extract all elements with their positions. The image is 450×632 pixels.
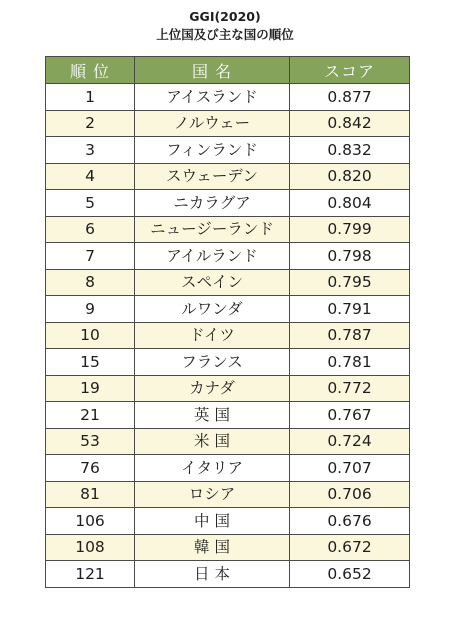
rank-cell: 9 xyxy=(46,296,135,323)
table-header xyxy=(46,57,410,84)
country-cell: スウェーデン xyxy=(135,163,290,190)
table-row xyxy=(46,84,410,111)
score-cell: 0.781 xyxy=(290,349,410,376)
rank-cell: 15 xyxy=(46,349,135,376)
rank-cell: 106 xyxy=(46,508,135,535)
country-cell: スペイン xyxy=(135,269,290,296)
score-cell: 0.804 xyxy=(290,190,410,217)
score-cell: 0.724 xyxy=(290,428,410,455)
score-cell: 0.799 xyxy=(290,216,410,243)
column-header-country: 国 名 xyxy=(135,57,290,84)
table-row xyxy=(46,534,410,561)
table-row xyxy=(46,190,410,217)
score-cell: 0.707 xyxy=(290,455,410,482)
country-cell: フランス xyxy=(135,349,290,376)
rank-cell: 21 xyxy=(46,402,135,429)
score-cell: 0.820 xyxy=(290,163,410,190)
table-row xyxy=(46,508,410,535)
rank-cell: 108 xyxy=(46,534,135,561)
score-cell: 0.791 xyxy=(290,296,410,323)
country-cell: ニカラグア xyxy=(135,190,290,217)
rank-cell: 10 xyxy=(46,322,135,349)
rank-cell: 4 xyxy=(46,163,135,190)
table-row xyxy=(46,428,410,455)
country-cell: カナダ xyxy=(135,375,290,402)
score-cell: 0.676 xyxy=(290,508,410,535)
country-cell: ノルウェー xyxy=(135,110,290,137)
table-row xyxy=(46,269,410,296)
score-cell: 0.842 xyxy=(290,110,410,137)
rank-cell: 121 xyxy=(46,561,135,588)
country-cell: イタリア xyxy=(135,455,290,482)
table-row xyxy=(46,163,410,190)
score-cell: 0.795 xyxy=(290,269,410,296)
score-cell: 0.767 xyxy=(290,402,410,429)
table-row xyxy=(46,216,410,243)
rank-cell: 6 xyxy=(46,216,135,243)
country-cell: 中 国 xyxy=(135,508,290,535)
country-cell: ルワンダ xyxy=(135,296,290,323)
score-cell: 0.798 xyxy=(290,243,410,270)
table-row xyxy=(46,322,410,349)
rank-cell: 7 xyxy=(46,243,135,270)
country-cell: ロシア xyxy=(135,481,290,508)
rank-cell: 81 xyxy=(46,481,135,508)
table-row xyxy=(46,296,410,323)
title-block xyxy=(0,8,450,44)
score-cell: 0.877 xyxy=(290,84,410,111)
country-cell: 韓 国 xyxy=(135,534,290,561)
score-cell: 0.772 xyxy=(290,375,410,402)
country-cell: フィンランド xyxy=(135,137,290,164)
rank-cell: 76 xyxy=(46,455,135,482)
table-row xyxy=(46,137,410,164)
table-body xyxy=(46,84,410,588)
country-cell: ドイツ xyxy=(135,322,290,349)
table-row xyxy=(46,561,410,588)
column-header-rank: 順 位 xyxy=(46,57,135,84)
column-header-score: スコア xyxy=(290,57,410,84)
table-header-row xyxy=(46,57,410,84)
country-cell: 米 国 xyxy=(135,428,290,455)
country-cell: アイルランド xyxy=(135,243,290,270)
rank-cell: 19 xyxy=(46,375,135,402)
score-cell: 0.672 xyxy=(290,534,410,561)
country-cell: 英 国 xyxy=(135,402,290,429)
rank-cell: 1 xyxy=(46,84,135,111)
score-cell: 0.706 xyxy=(290,481,410,508)
rank-cell: 3 xyxy=(46,137,135,164)
ggi-ranking-table xyxy=(45,56,410,588)
country-cell: ニュージーランド xyxy=(135,216,290,243)
table-row xyxy=(46,349,410,376)
page-title: GGI(2020) xyxy=(189,9,261,24)
rank-cell: 8 xyxy=(46,269,135,296)
rank-cell: 53 xyxy=(46,428,135,455)
table-row xyxy=(46,402,410,429)
score-cell: 0.787 xyxy=(290,322,410,349)
score-cell: 0.652 xyxy=(290,561,410,588)
rank-cell: 5 xyxy=(46,190,135,217)
table-row xyxy=(46,375,410,402)
country-cell: アイスランド xyxy=(135,84,290,111)
country-cell: 日 本 xyxy=(135,561,290,588)
rank-cell: 2 xyxy=(46,110,135,137)
score-cell: 0.832 xyxy=(290,137,410,164)
page-subtitle: 上位国及び主な国の順位 xyxy=(156,27,294,42)
table-row xyxy=(46,243,410,270)
table-row xyxy=(46,481,410,508)
table-row xyxy=(46,110,410,137)
table-row xyxy=(46,455,410,482)
